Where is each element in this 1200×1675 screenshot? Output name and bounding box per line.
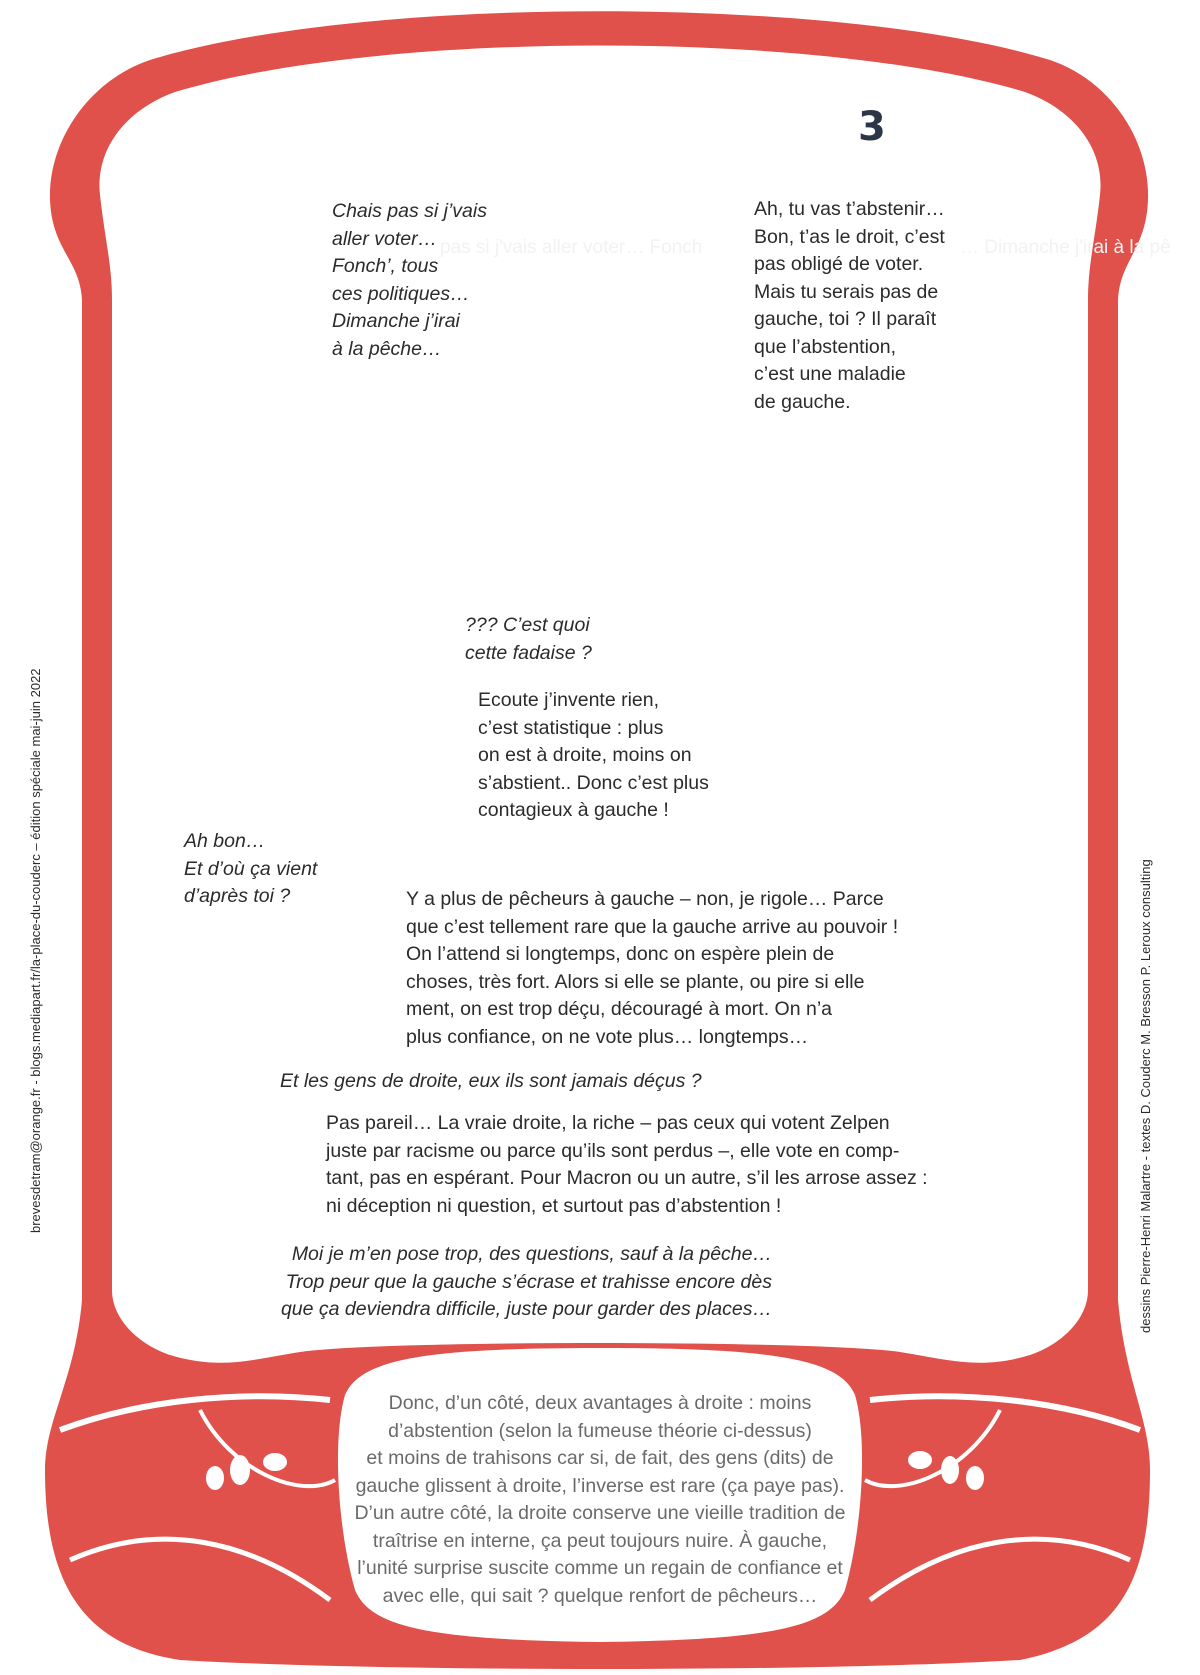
ghost-text-a: pas si j'vais aller voter… Fonch (440, 237, 703, 258)
dot-left-1 (206, 1466, 224, 1490)
conclusion-text: Donc, d’un côté, deux avantages à droite : moins d’abstention (selon la fumeuse théorie ci-dessus) et moins de trahisons car si, de fait, des gens (dits) de gauche glissent à droite, l’inverse est rare (ça paye pas). D’un autre côté, la droite conserve une vieille tradition de traîtrise en interne, ça peut toujours nuire. À gauche, l’unité surprise suscite comme un regain de confiance et avec elle, qui sait ? quelque renfort de pêcheurs… (354, 1392, 846, 1607)
dot-left-2 (230, 1455, 250, 1485)
dialogue-line-2: Ah, tu vas t’abstenir… Bon, t’as le droit, c’est pas obligé de voter. Mais tu serais pas de gauche, toi ? Il paraît que l’abstention, c’est une maladie de gauche. (754, 198, 945, 413)
dot-right-1 (908, 1451, 932, 1469)
dot-left-3 (263, 1453, 287, 1471)
sidebar-right-credits: dessins Pierre-Henri Malartre - textes D. Couderc M. Bresson P. Leroux consulting (1138, 859, 1153, 1333)
dialogue-line-6: Y a plus de pêcheurs à gauche – non, je rigole… Parce que c’est tellement rare que la gauche arrive au pouvoir ! On l’attend si longtemps, donc on espère plein de choses, très fort. Alors si elle se plante, ou pire si elle ment, on est trop déçu, découragé à mort. On n’a plus confiance, on ne vote plus… longtemps… (406, 888, 899, 1048)
dialogue-line-1: Chais pas si j’vais aller voter… Fonch’, tous ces politiques… Dimanche j’irai à la pêche… (332, 200, 487, 360)
dialogue-line-9: Moi je m’en pose trop, des questions, sauf à la pêche… Trop peur que la gauche s’écrase et trahisse encore dès que ça deviendra difficile, juste pour garder des places… (280, 1243, 772, 1320)
ghost-text-b: … Dimanche j'irai à la pê (960, 237, 1171, 258)
dialogue-line-3: ??? C’est quoi cette fadaise ? (465, 614, 592, 664)
page-number: 3 (858, 104, 886, 150)
dot-right-3 (966, 1466, 984, 1490)
dialogue-line-5: Ah bon… Et d’où ça vient d’après toi ? (184, 830, 318, 907)
dialogue-line-7: Et les gens de droite, eux ils sont jamais déçus ? (280, 1070, 702, 1092)
dialogue-line-4: Ecoute j’invente rien, c’est statistique : plus on est à droite, moins on s’abstient.. Donc c’est plus contagieux à gauche ! (478, 689, 709, 821)
sidebar-left-credits: brevesdetram@orange.fr - blogs.mediapart.fr/la-place-du-couderc – édition spéciale mai-juin 2022 (28, 668, 43, 1233)
dot-right-2 (941, 1456, 959, 1484)
dialogue-line-8: Pas pareil… La vraie droite, la riche – pas ceux qui votent Zelpen juste par racisme ou parce qu’ils sont perdus –, elle vote en comp- tant, pas en espérant. Pour Macron ou un autre, s’il les arrose assez : ni déception ni question, et surtout pas d’abstention ! (326, 1112, 928, 1217)
